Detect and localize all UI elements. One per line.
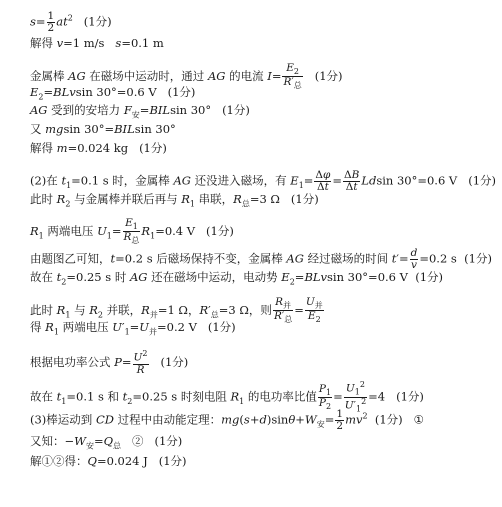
- line-19: 解①②得：Q=0.024 J (1分): [30, 454, 187, 468]
- line-13: 此时 $R_1$ 与 $R_2$ 并联，$R_并=1$ Ω，$R'_总=3$ Ω，则 $\frac{R_并}{R'_总}$ = $\frac{U_并}{E_2}$: [30, 296, 323, 325]
- line-10: $R_1$ 两端电压 $U_1=$ $\frac{E_1}{R_总}$ $R_1=0.4$ V (1分): [30, 217, 234, 246]
- line-1: s= $\frac{1}{2}$ $at^2$ (1分): [30, 10, 112, 35]
- line-16: 故在 $t_1=0.1$ s 和 $t_2=0.25$ s 时刻电阻 $R_1$ 的电功率比值 $\frac{P_1}{P_2}$ = $\frac{U_1^2}{U'_1^2}$ =4 (1分): [30, 380, 424, 414]
- line-18: 又知：$-W_安=Q_总$ ② (1分): [30, 434, 183, 451]
- line-8: (2)在 $t_1=0.1$ s 时，金属棒 AG 还没进入磁场，有 $E_1=$ $\frac{\Delta\varphi}{\Delta t}$ = $\frac{\Delta B}{\Delta t}$ Ldsin 30°=0.6 V (1分): [30, 169, 496, 194]
- line-12: 故在 $t_2=0.25$ s 时 AG 还在磁场中运动，电动势 $E_2=BLvsin$ 30°=0.6 V (1分): [30, 270, 444, 287]
- line-7: 解得 m=0.024 kg (1分): [30, 141, 167, 155]
- line-15: 根据电功率公式 P= $\frac{U^2}{R}$ (1分): [30, 349, 189, 376]
- line-17: (3)棒运动到 CD 过程中由动能定理：$mg(s+d)\sin\theta+W_安=$ $\frac{1}{2}$ $mv^2$ (1分) ①: [30, 408, 424, 433]
- line-2: 解得 v=1 m/s s=0.1 m: [30, 36, 164, 50]
- line-6: 又 mgsin 30°=BILsin 30°: [30, 122, 176, 136]
- line-3: 金属棒 AG 在磁场中运动时，通过 AG 的电流 I= $\frac{E_2}{R'_总}$ (1分): [30, 62, 343, 91]
- line-11: 由题图乙可知，t=0.2 s 后磁场保持不变，金属棒 AG 经过磁场的时间 t′= $\frac{d}{v}$ =0.2 s (1分): [30, 247, 492, 272]
- line-4: $E_2=BLvsin$ 30°=0.6 V (1分): [30, 85, 196, 102]
- line-9: 此时 $R_2$ 与金属棒并联后再与 $R_1$ 串联，$R_总=3$ Ω (1分): [30, 192, 319, 209]
- line-5: AG 受到的安培力 $F_安=BILsin$ 30° (1分): [30, 103, 250, 120]
- line-14: 得 $R_1$ 两端电压 $U'_1=U_并=0.2$ V (1分): [30, 320, 236, 337]
